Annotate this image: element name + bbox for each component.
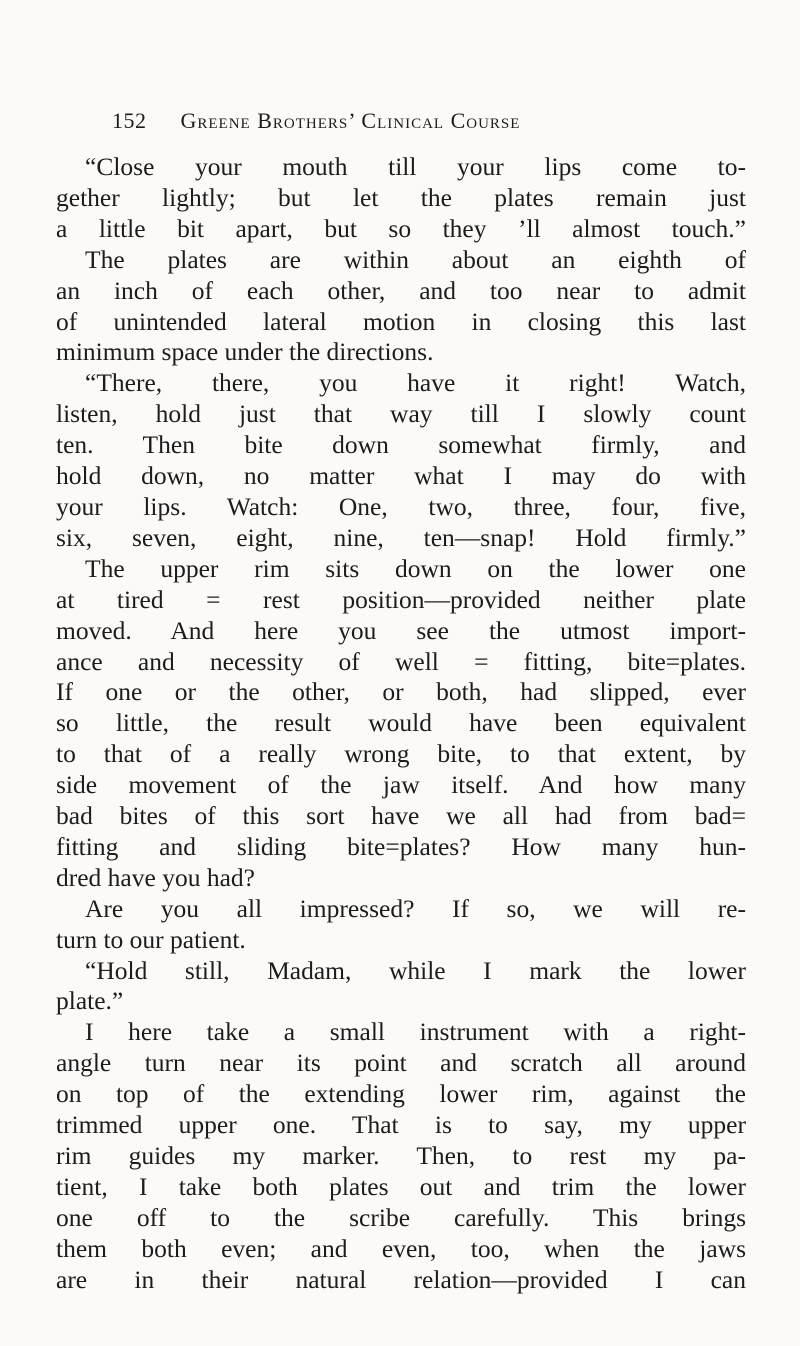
text-line: them both even; and even, too, when the jaws [56, 1233, 746, 1263]
text-line: trimmed upper one. That is to say, my upper [56, 1110, 746, 1140]
text-line: dred have you had? [56, 862, 255, 892]
text-line: plate.” [56, 986, 124, 1016]
text-line: The plates are within about an eighth of [85, 244, 746, 274]
running-title: Greene Brothers’ Clinical Course [180, 108, 521, 133]
text-line: tient, I take both plates out and trim the lower [56, 1171, 746, 1201]
text-line: “There, there, you have it right! Watch, [85, 368, 746, 398]
text-line: your lips. Watch: One, two, three, four, five, [56, 491, 746, 521]
text-line: ten. Then bite down somewhat firmly, and [56, 430, 746, 460]
text-line: “Close your mouth till your lips come to- [85, 152, 746, 181]
text-line: If one or the other, or both, had slipped, ever [56, 677, 746, 707]
text-line: of unintended lateral motion in closing this last [56, 306, 746, 336]
text-line: turn to our patient. [56, 924, 246, 954]
text-line: six, seven, eight, nine, ten—snap! Hold firmly.” [56, 522, 746, 552]
text-line: on top of the extending lower rim, against the [56, 1079, 746, 1109]
text-line: side movement of the jaw itself. And how many [56, 770, 746, 800]
text-line: an inch of each other, and too near to admit [56, 275, 746, 305]
text-line: one off to the scribe carefully. This brings [56, 1202, 746, 1232]
body-text [56, 152, 746, 1296]
text-line: so little, the result would have been equivalent [56, 708, 746, 738]
text-line: bad bites of this sort have we all had from bad= [56, 801, 746, 831]
text-line: Are you all impressed? If so, we will re- [85, 893, 746, 923]
text-line: a little bit apart, but so they ’ll almost touch.” [56, 213, 746, 243]
text-line: The upper rim sits down on the lower one [85, 553, 746, 583]
text-line: angle turn near its point and scratch all around [56, 1048, 746, 1078]
text-line: to that of a really wrong bite, to that extent, by [56, 739, 746, 769]
running-head [112, 108, 520, 134]
text-line: at tired = rest position—provided neither plate [56, 584, 746, 614]
text-line: hold down, no matter what I may do with [56, 461, 746, 491]
text-line: moved. And here you see the utmost import- [56, 615, 746, 645]
text-line: “Hold still, Madam, while I mark the lower [85, 955, 746, 985]
text-line: are in their natural relation—provided I can [56, 1264, 746, 1294]
text-line: fitting and sliding bite=plates? How many hun- [56, 831, 746, 861]
text-line: rim guides my marker. Then, to rest my pa- [56, 1141, 746, 1170]
text-line: listen, hold just that way till I slowly count [56, 399, 746, 429]
page-number: 152 [112, 108, 147, 133]
text-line: I here take a small instrument with a right- [85, 1017, 746, 1047]
text-line: ance and necessity of well = fitting, bite=plates. [56, 646, 746, 676]
text-line: minimum space under the directions. [56, 337, 434, 367]
text-line: gether lightly; but let the plates remain just [56, 182, 746, 212]
